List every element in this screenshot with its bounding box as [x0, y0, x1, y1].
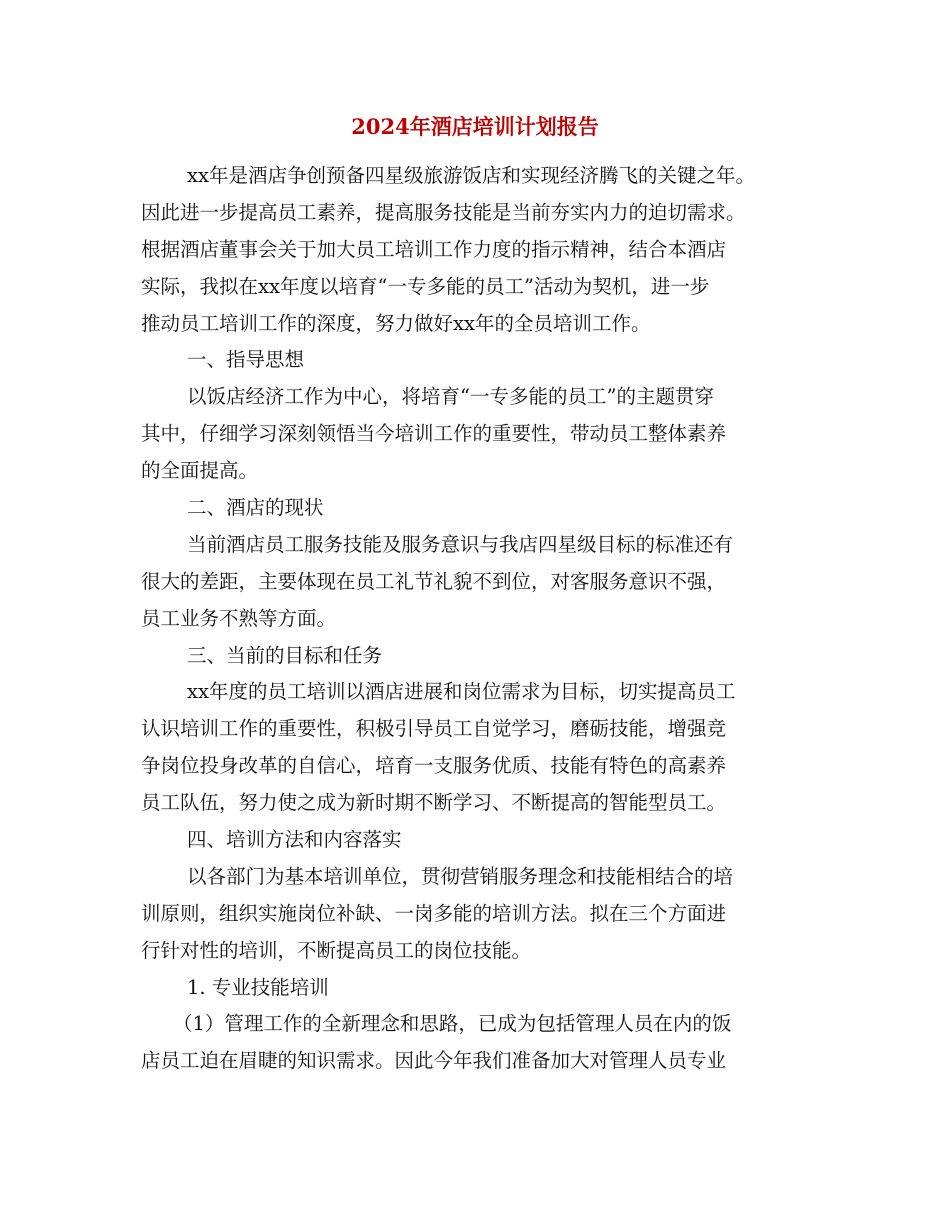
text-line: 员工业务不熟等方面。	[141, 606, 337, 630]
text-line: 四、培训方法和内容落实	[187, 828, 402, 852]
text-line: 因此进一步提高员工素养，提高服务技能是当前夯实内力的迫切需求。	[141, 200, 746, 224]
text-line: 以饭店经济工作为中心，将培育“一专多能的员工”的主题贯穿	[187, 385, 714, 409]
text-line: 很大的差距，主要体现在员工礼节礼貌不到位，对客服务意识不强，	[141, 569, 727, 593]
text-line: 以各部门为基本培训单位，贯彻营销服务理念和技能相结合的培	[187, 864, 734, 888]
text-line: xx年度的员工培训以酒店进展和岗位需求为目标，切实提高员工	[187, 680, 736, 704]
text-line: 当前酒店员工服务技能及服务意识与我店四星级目标的标准还有	[187, 532, 734, 556]
document-title: 2024年酒店培训计划报告	[351, 114, 599, 139]
text-line: 二、酒店的现状	[187, 496, 324, 520]
text-line: 实际，我拟在xx年度以培育“一专多能的员工”活动为契机，进一步	[141, 274, 710, 298]
text-line: 争岗位投身改革的自信心，培育一支服务优质、技能有特色的高素养	[141, 754, 727, 778]
text-line: （1）管理工作的全新理念和思路，已成为包括管理人员在内的饭	[173, 1012, 732, 1036]
text-line: xx年是酒店争创预备四星级旅游饭店和实现经济腾飞的关键之年。	[187, 164, 755, 187]
text-line: 三、当前的目标和任务	[187, 643, 383, 667]
text-line: 1. 专业技能培训	[187, 975, 329, 999]
text-line: 员工队伍，努力使之成为新时期不断学习、不断提高的智能型员工。	[141, 791, 727, 815]
text-line: 根据酒店董事会关于加大员工培训工作力度的指示精神，结合本酒店	[141, 237, 727, 261]
text-line: 一、指导思想	[187, 348, 305, 372]
text-line: 的全面提高。	[141, 459, 259, 483]
document-body	[141, 158, 809, 1080]
text-line: 认识培训工作的重要性，积极引导员工自觉学习，磨砺技能，增强竞	[141, 717, 727, 741]
text-line: 训原则，组织实施岗位补缺、一岗多能的培训方法。拟在三个方面进	[141, 901, 727, 925]
text-line: 行针对性的培训，不断提高员工的岗位技能。	[141, 938, 532, 962]
text-line: 其中，仔细学习深刻领悟当今培训工作的重要性，带动员工整体素养	[141, 422, 727, 446]
text-line: 推动员工培训工作的深度，努力做好xx年的全员培训工作。	[141, 311, 651, 335]
text-line: 店员工迫在眉睫的知识需求。因此今年我们准备加大对管理人员专业	[141, 1049, 727, 1073]
